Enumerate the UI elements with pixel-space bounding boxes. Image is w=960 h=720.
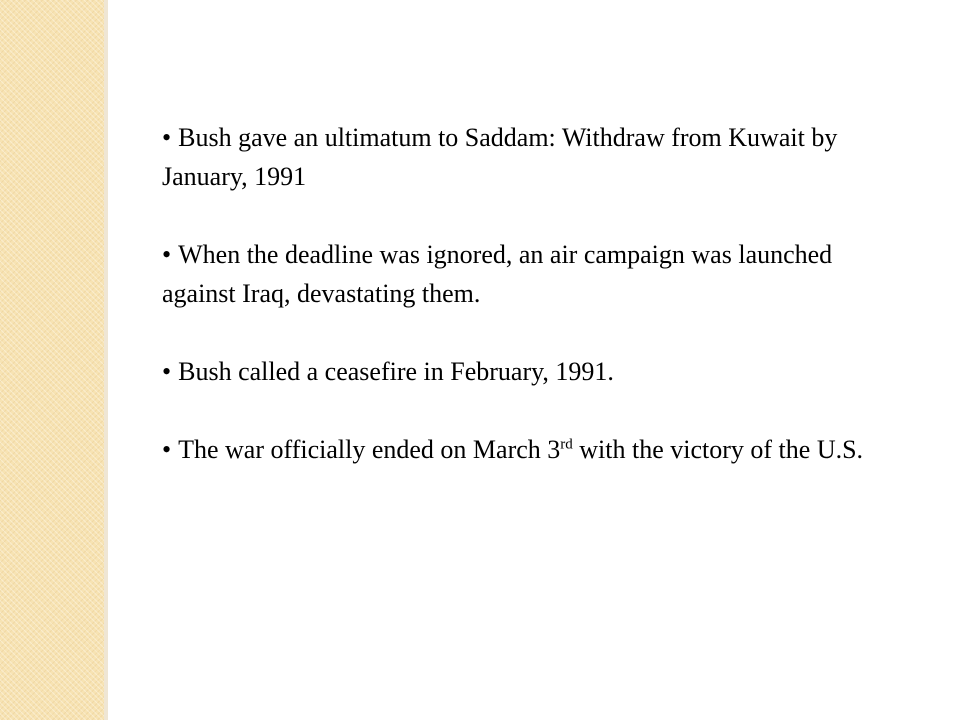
bullet-item-ultimatum	[162, 118, 882, 196]
bullet-item-war-ended	[162, 430, 882, 469]
side-band-divider	[104, 0, 108, 720]
bullet-icon: •	[162, 357, 172, 386]
bullet-text: Bush called a ceasefire in February, 1991.	[178, 357, 614, 386]
bullet-text-after: with the victory of the U.S.	[572, 435, 864, 464]
bullet-icon: •	[162, 123, 172, 152]
bullet-list	[162, 118, 882, 469]
decorative-side-band	[0, 0, 104, 720]
bullet-icon: •	[162, 240, 172, 269]
bullet-text: Bush gave an ultimatum to Saddam: Withdraw from Kuwait by January, 1991	[162, 123, 838, 191]
bullet-item-ceasefire	[162, 352, 882, 391]
bullet-text-before: The war officially ended on March 3	[178, 435, 561, 464]
bullet-item-air-campaign	[162, 235, 882, 313]
bullet-text: When the deadline was ignored, an air campaign was launched against Iraq, devastating them.	[162, 240, 833, 308]
ordinal-superscript: rd	[560, 436, 573, 453]
bullet-icon: •	[162, 435, 172, 464]
